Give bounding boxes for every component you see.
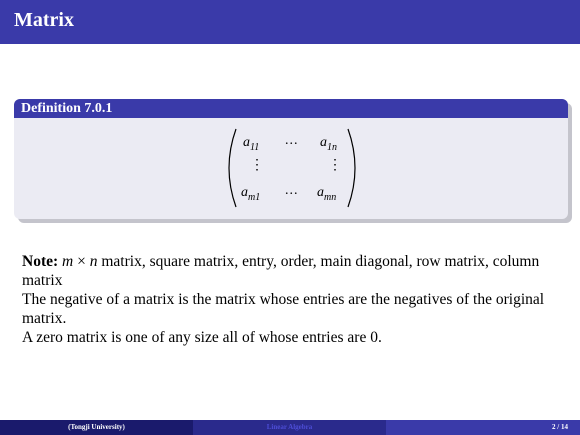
footer-page-number: 2 / 14 bbox=[552, 423, 568, 431]
block-title: Definition 7.0.1 bbox=[14, 99, 568, 118]
matrix-vdots-right: ⋮ bbox=[328, 158, 342, 173]
matrix-vdots-left: ⋮ bbox=[250, 158, 264, 173]
definition-block bbox=[14, 99, 568, 219]
var-m: m bbox=[62, 253, 74, 270]
footer-course: Linear Algebra bbox=[193, 420, 386, 435]
footer-page-section bbox=[386, 420, 580, 435]
block-body bbox=[14, 99, 568, 219]
matrix-entry-am1: $a_{m1}$ bbox=[241, 185, 261, 203]
matrix-hdots-top: ... bbox=[285, 133, 299, 148]
times-symbol: × bbox=[77, 253, 86, 270]
terms-list: matrix, square matrix, entry, order, main diagonal, row matrix, column matrix bbox=[22, 253, 540, 289]
frame-title: Matrix bbox=[14, 9, 74, 31]
footer-institution: (Tongji University) bbox=[0, 420, 193, 435]
matrix-entry-a11: $a_{11}$ bbox=[243, 135, 260, 153]
note-line-negative: The negative of a matrix is the matrix whose entries are the negatives of the original matrix. bbox=[22, 291, 545, 327]
matrix-entry-amn: $a_{mn}$ bbox=[317, 185, 337, 203]
notes-text bbox=[22, 252, 562, 347]
note-label: Note: bbox=[22, 253, 59, 270]
frame-header bbox=[0, 0, 580, 44]
var-n: n bbox=[89, 253, 98, 270]
note-line-terms bbox=[22, 252, 562, 290]
matrix-hdots-bottom: ... bbox=[285, 183, 299, 198]
matrix bbox=[224, 127, 360, 209]
footer bbox=[0, 420, 580, 435]
note-line-zero: A zero matrix is one of any size all of whose entries are 0. bbox=[22, 329, 382, 346]
matrix-entry-a1n: $a_{1n}$ bbox=[320, 135, 337, 153]
